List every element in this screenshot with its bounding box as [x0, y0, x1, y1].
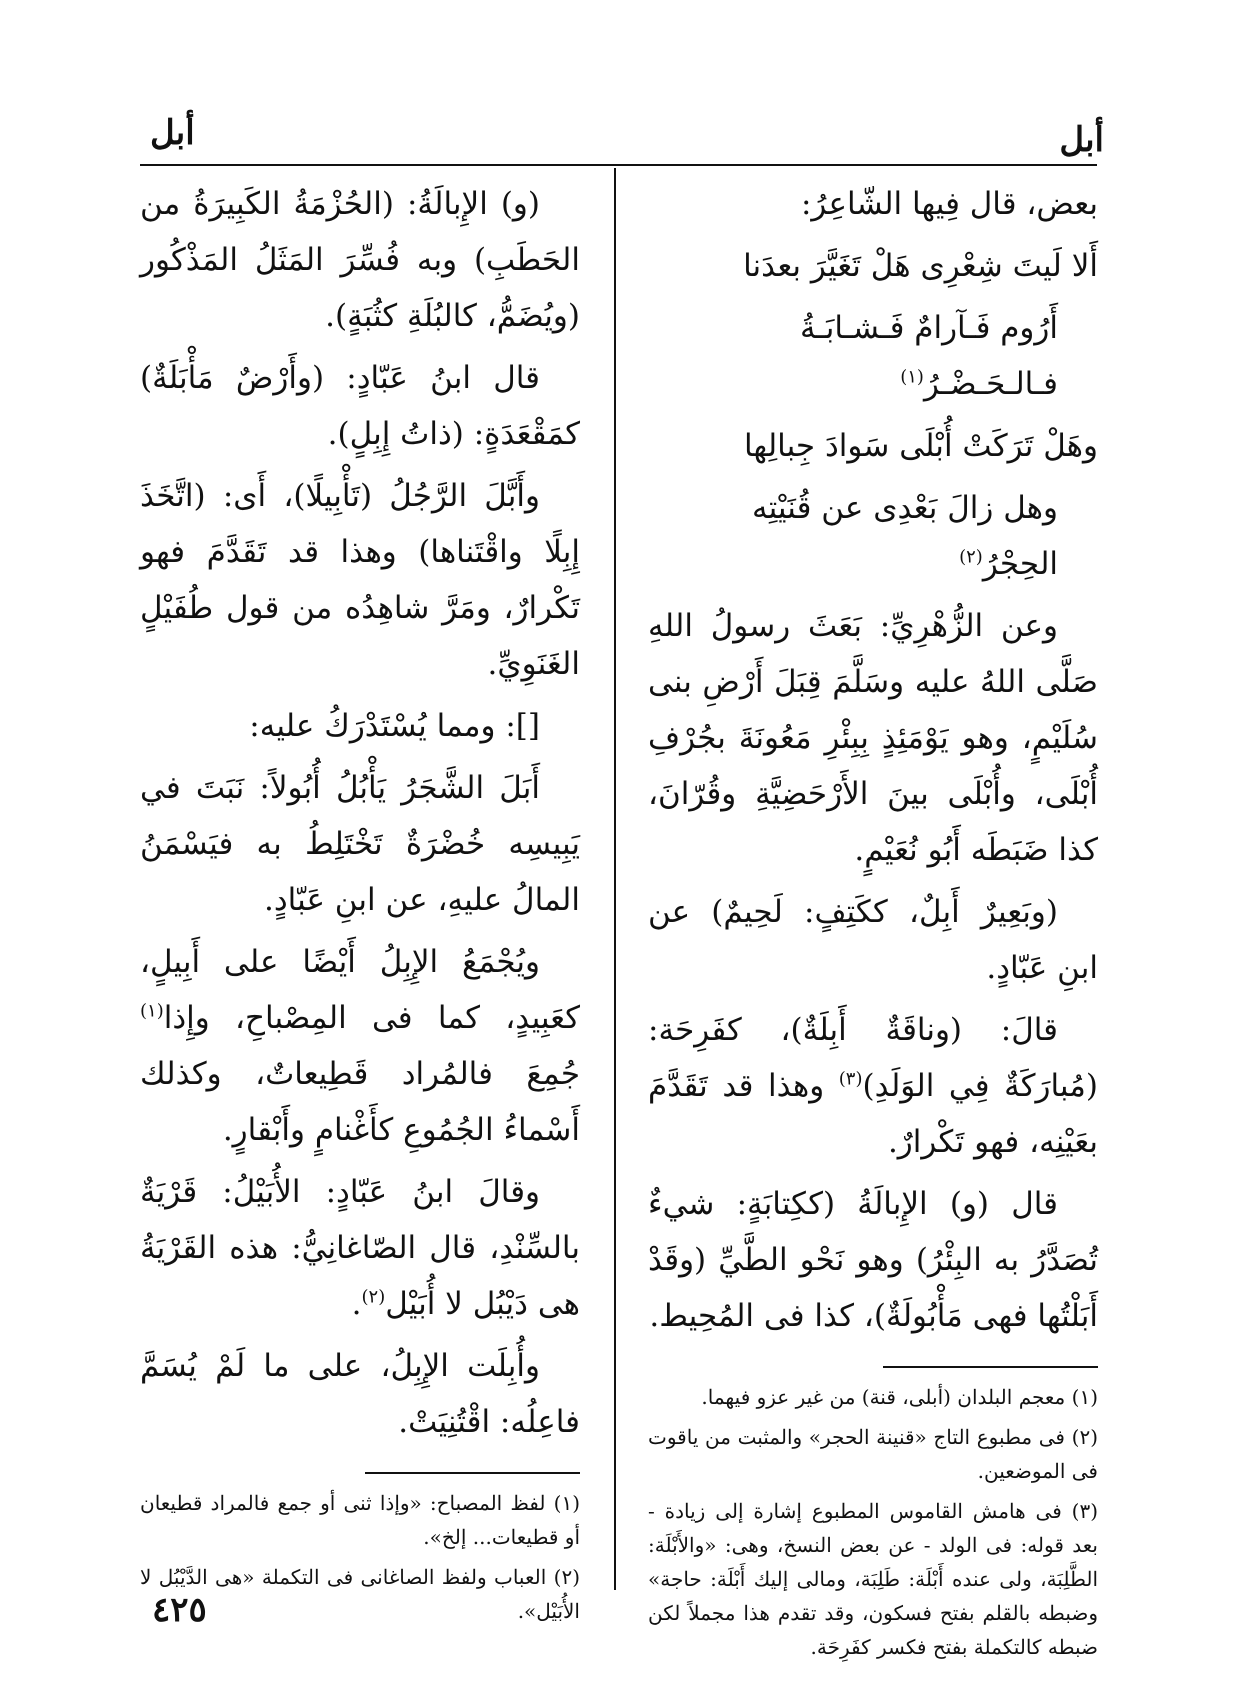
paragraph: قالَ: (وناقَةٌ أَبِلَةٌ)، كفَرِحَة: (مُبارَكَةٌ فِي الوَلَدِ)$^{(٣)}$ وهذا قد تَقَدَّمَ بعَيْنِه، فهو تَكْرارٌ. [648, 1012, 1098, 1160]
right-column [648, 176, 1098, 1670]
footnote: (١) لفظ المصباح: «وإذا ثنى أو جمع فالمراد قطيعان أو قطيعات... إلخ». [140, 1491, 580, 1549]
paragraph: (وبَعِيرٌ أَبِلٌ، ككَتِفٍ: لَحِيمٌ) عن ابنِ عَبّادٍ. [648, 894, 1098, 986]
paragraph: ويُجْمَعُ الإِبِلُ أَيْضًا على أَبِيلٍ، كعَبِيدٍ، كما فى المِصْباحِ، وإِذا$^{(١)}$ جُمِعَ فالمُراد قَطِيعاتٌ، وكذلك أَسْماءُ الجُمُوعِ كأَغْنامٍ وأَبْقارٍ. [140, 944, 580, 1148]
footnote-mark: (١) [900, 366, 924, 388]
verse-line: وهَلْ تَرَكَتْ أُبْلَى سَوادَ جِبالِها [743, 428, 1098, 464]
paragraph: []: ومما يُسْتَدْرَكُ عليه: [249, 708, 540, 744]
footnote-rule [883, 1366, 1098, 1368]
paragraph: قال (و) الإِبالَةُ (ككِتابَةٍ: شيءٌ تُصَدَّرُ به البِئْرُ) وهو نَحْو الطَّيِّ (وقَدْ أَبَلْتُها فهى مَأْبُولَةٌ)، كذا فى المُحِيط. [648, 1186, 1098, 1334]
footnotes-right [648, 1380, 1098, 1664]
footnote: (١) معجم البلدان (أبلى، قنة) من غير عزو فيهما. [701, 1385, 1098, 1409]
verse-line: أَلا لَيتَ شِعْرِى هَلْ تَغَيَّرَ بعدَنا [743, 248, 1098, 284]
footnote-mark: (٢) [361, 1286, 386, 1308]
footnote-mark: (٣) [838, 1068, 863, 1090]
paragraph: (و) الإِبالَةُ: (الحُزْمَةُ الكَبِيرَةُ من الحَطَبِ) وبه فُسِّرَ المَثَلُ المَذْكُور (ويُضَمُّ، كالبُلَةِ كثُبَةٍ). [140, 186, 580, 334]
paragraph: وقالَ ابنُ عَبّادٍ: الأُبَيْلُ: قَرْيَةٌ بالسِّنْدِ، قال الصّاغانِيُّ: هذه القَرْيَةُ هى دَيْبُل لا أُبَيْل$^{(٢)}$. [140, 1174, 580, 1322]
footnote-rule [365, 1472, 580, 1474]
header-keyword-right: أبل [1059, 120, 1104, 160]
footnote-mark: (١) [140, 1000, 164, 1022]
page-number: ٤٢٥ [152, 1590, 207, 1630]
verse-line: وهل زالَ بَعْدِى عن قُنَيْتِه الحِجْرُ$^{(٢)}$ [751, 490, 1058, 582]
footnote-mark: (٢) [959, 546, 983, 568]
footnote: (٣) فى هامش القاموس المطبوع إشارة إلى زيادة - بعد قوله: فى الولد - عن بعض النسخ، وهى: «والأَبْلَة: الطَّلِبَة، ولى عنده أَبْلَة: طَلِبَة، ومالى إليك أَبْلَة: حاجة» وضبطه بالقلم بفتح فسكون، وقد تقدم هذا مجملاً لكن ضبطه كالتكملة بفتح فكسر كفَرِحَة. [648, 1499, 1098, 1659]
footnote: (٢) فى مطبوع التاج «قنينة الحجر» والمثبت من ياقوت فى الموضعين. [648, 1425, 1098, 1483]
header-keyword-left: أبل [150, 113, 195, 153]
paragraph: وأُبِلَت الإِبِلُ، على ما لَمْ يُسَمَّ فاعِلُه: اقْتُنِيَتْ. [140, 1348, 580, 1440]
left-column [140, 176, 580, 1634]
paragraph: أَبَلَ الشَّجَرُ يَأْبُلُ أُبُولاً: نَبَتَ في يَبِيسِه خُضْرَةٌ تَخْتَلِطُ به فيَسْمَنُ المالُ عليهِ، عن ابنِ عَبّادٍ. [140, 770, 580, 918]
paragraph: وأَبَّلَ الرَّجُلُ (تَأْبِيلًا)، أَى: (اتَّخَذَ إِبِلًا واقْتَناها) وهذا قد تَقَدَّمَ فهو تَكْرارٌ، ومَرَّ شاهِدُه من قول طُفَيْلٍ الغَنَوِيِّ. [140, 478, 580, 682]
paragraph: قال ابنُ عَبّادٍ: (وأَرْضٌ مَأْبَلَةٌ) كمَقْعَدَةٍ: (ذاتُ إِبِلٍ). [140, 360, 580, 452]
column-divider [614, 168, 616, 1590]
paragraph: بعض، قال فِيها الشّاعِرُ: [800, 186, 1098, 222]
verse-line: أَرُوم فَـآرامٌ فَـشـابَـةُ فـالـحَـضْـرُ$^{(١)}$ [800, 310, 1058, 402]
footnote: (٢) العباب ولفظ الصاغانى فى التكملة «هى الدَّيْبُل لا الأُبَيْل». [140, 1565, 580, 1623]
paragraph: وعن الزُّهْرِيِّ: بَعَثَ رسولُ اللهِ صَلَّى اللهُ عليه وسَلَّمَ قِبَلَ أَرْضِ بنى سُلَيْمٍ، وهو يَوْمَئِذٍ بِبِئْرِ مَعُونَةَ بجُرْفِ أُبْلَى، وأُبْلَى بينَ الأَرْحَضِيَّةِ وقُرّانَ، كذا ضَبَطَه أَبُو نُعَيْمٍ. [648, 608, 1098, 868]
header-rule [140, 164, 1097, 166]
